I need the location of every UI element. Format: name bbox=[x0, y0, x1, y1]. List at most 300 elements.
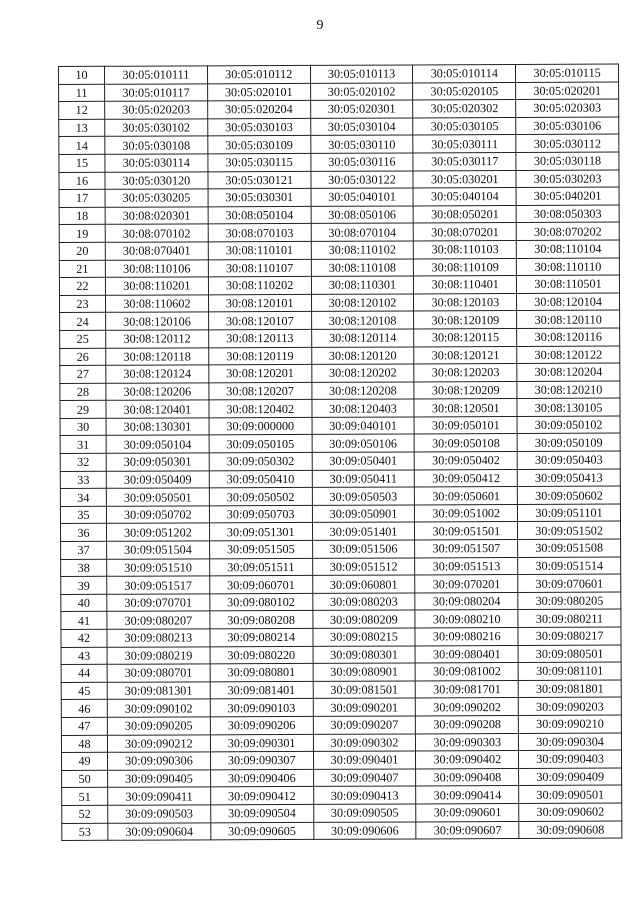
cadastral-number-cell: 30:09:080501 bbox=[518, 645, 621, 663]
row-number-cell: 31 bbox=[60, 436, 106, 454]
cadastral-number-cell: 30:05:020301 bbox=[310, 100, 413, 118]
cadastral-number-cell: 30:08:110104 bbox=[516, 240, 619, 258]
cadastral-number-cell: 30:09:050302 bbox=[209, 452, 312, 470]
table-row bbox=[60, 363, 620, 383]
table-row bbox=[60, 310, 620, 330]
table-row bbox=[61, 592, 621, 612]
cadastral-number-cell: 30:05:030205 bbox=[105, 189, 208, 207]
cadastral-number-cell: 30:08:110101 bbox=[208, 241, 311, 259]
table-row bbox=[59, 82, 619, 102]
row-number-cell: 24 bbox=[60, 313, 106, 331]
table-row bbox=[61, 750, 621, 770]
cadastral-number-cell: 30:08:120104 bbox=[517, 293, 620, 311]
cadastral-number-cell: 30:09:081002 bbox=[415, 663, 518, 681]
cadastral-number-cell: 30:05:030112 bbox=[516, 134, 619, 152]
cadastral-number-cell: 30:05:030122 bbox=[311, 171, 414, 189]
cadastral-number-cell: 30:09:080701 bbox=[107, 664, 210, 682]
cadastral-number-cell: 30:09:051514 bbox=[518, 557, 621, 575]
table-body bbox=[59, 64, 622, 841]
cadastral-number-cell: 30:08:120102 bbox=[311, 294, 414, 312]
cadastral-number-cell: 30:09:050101 bbox=[414, 416, 517, 434]
cadastral-number-cell: 30:09:080213 bbox=[107, 629, 210, 647]
cadastral-number-cell: 30:05:030111 bbox=[413, 135, 516, 153]
row-number-cell: 47 bbox=[61, 717, 107, 735]
cadastral-number-cell: 30:09:090205 bbox=[107, 717, 210, 735]
row-number-cell: 23 bbox=[60, 295, 106, 313]
cadastral-number-cell: 30:09:080203 bbox=[312, 593, 415, 611]
cadastral-number-cell: 30:05:010115 bbox=[516, 64, 619, 82]
cadastral-number-cell: 30:09:090202 bbox=[416, 698, 519, 716]
cadastral-number-cell: 30:09:080217 bbox=[518, 627, 621, 645]
row-number-cell: 43 bbox=[61, 647, 107, 665]
cadastral-number-cell: 30:05:030301 bbox=[208, 189, 311, 207]
table-row bbox=[61, 715, 621, 735]
table-row bbox=[59, 170, 619, 190]
table-row bbox=[59, 117, 619, 137]
cadastral-number-cell: 30:08:120122 bbox=[517, 346, 620, 364]
cadastral-number-cell: 30:09:080220 bbox=[210, 646, 313, 664]
table-row bbox=[61, 539, 621, 559]
cadastral-number-cell: 30:09:050502 bbox=[209, 488, 312, 506]
cadastral-number-cell: 30:08:070201 bbox=[414, 223, 517, 241]
cadastral-number-cell: 30:05:020204 bbox=[207, 101, 310, 119]
cadastral-number-cell: 30:09:090501 bbox=[519, 785, 622, 803]
table-row bbox=[61, 697, 621, 717]
row-number-cell: 10 bbox=[59, 66, 105, 84]
row-number-cell: 41 bbox=[61, 612, 107, 630]
cadastral-number-cell: 30:09:090206 bbox=[210, 716, 313, 734]
cadastral-number-cell: 30:09:080205 bbox=[518, 592, 621, 610]
cadastral-number-cell: 30:08:120110 bbox=[517, 310, 620, 328]
cadastral-number-cell: 30:05:010112 bbox=[207, 65, 310, 83]
table-row bbox=[61, 609, 621, 629]
cadastral-number-cell: 30:08:120112 bbox=[106, 330, 209, 348]
cadastral-number-cell: 30:05:030121 bbox=[208, 171, 311, 189]
cadastral-number-cell: 30:05:040104 bbox=[413, 188, 516, 206]
cadastral-number-cell: 30:08:120119 bbox=[209, 347, 312, 365]
row-number-cell: 32 bbox=[60, 453, 106, 471]
cadastral-number-cell: 30:09:090607 bbox=[416, 821, 519, 839]
page-number: 9 bbox=[316, 18, 324, 33]
cadastral-number-cell: 30:08:120118 bbox=[106, 347, 209, 365]
cadastral-number-cell: 30:08:110602 bbox=[105, 295, 208, 313]
table-row bbox=[61, 680, 621, 700]
cadastral-number-cell: 30:05:030102 bbox=[105, 119, 208, 137]
row-number-cell: 36 bbox=[60, 524, 106, 542]
cadastral-number-cell: 30:08:110501 bbox=[517, 275, 620, 293]
cadastral-number-cell: 30:05:020302 bbox=[413, 100, 516, 118]
cadastral-number-cell: 30:08:120203 bbox=[414, 364, 517, 382]
table-row bbox=[59, 275, 619, 295]
cadastral-number-cell: 30:05:010113 bbox=[310, 65, 413, 83]
row-number-cell: 39 bbox=[61, 577, 107, 595]
cadastral-number-cell: 30:09:050106 bbox=[312, 434, 415, 452]
cadastral-number-cell: 30:08:110401 bbox=[414, 276, 517, 294]
cadastral-number-cell: 30:05:030201 bbox=[413, 170, 516, 188]
cadastral-number-cell: 30:09:051505 bbox=[209, 540, 312, 558]
cadastral-number-cell: 30:09:090408 bbox=[416, 768, 519, 786]
cadastral-number-cell: 30:08:050201 bbox=[414, 205, 517, 223]
cadastral-number-cell: 30:08:050104 bbox=[208, 206, 311, 224]
cadastral-number-cell: 30:09:080208 bbox=[210, 611, 313, 629]
cadastral-number-cell: 30:05:030114 bbox=[105, 154, 208, 172]
cadastral-number-cell: 30:09:080901 bbox=[313, 663, 416, 681]
cadastral-number-cell: 30:08:110110 bbox=[517, 258, 620, 276]
cadastral-number-cell: 30:09:051517 bbox=[107, 576, 210, 594]
table-row bbox=[62, 821, 622, 841]
row-number-cell: 42 bbox=[61, 629, 107, 647]
cadastral-number-cell: 30:08:110103 bbox=[414, 240, 517, 258]
cadastral-number-cell: 30:09:080209 bbox=[312, 610, 415, 628]
cadastral-number-cell: 30:08:130301 bbox=[106, 418, 209, 436]
cadastral-number-cell: 30:08:120101 bbox=[208, 294, 311, 312]
cadastral-number-cell: 30:08:110109 bbox=[414, 258, 517, 276]
row-number-cell: 11 bbox=[59, 84, 105, 102]
cadastral-number-cell: 30:05:020201 bbox=[516, 82, 619, 100]
cadastral-number-cell: 30:08:050106 bbox=[311, 206, 414, 224]
cadastral-number-cell: 30:08:070102 bbox=[105, 224, 208, 242]
table-row bbox=[59, 187, 619, 207]
cadastral-number-cell: 30:05:030104 bbox=[310, 118, 413, 136]
table-row bbox=[59, 152, 619, 172]
cadastral-number-cell: 30:09:090411 bbox=[108, 787, 211, 805]
cadastral-number-cell: 30:08:120116 bbox=[517, 328, 620, 346]
row-number-cell: 44 bbox=[61, 664, 107, 682]
table-row bbox=[59, 134, 619, 154]
cadastral-number-cell: 30:08:120401 bbox=[106, 400, 209, 418]
cadastral-number-cell: 30:09:080219 bbox=[107, 646, 210, 664]
cadastral-number-cell: 30:08:050303 bbox=[516, 205, 619, 223]
cadastral-number-cell: 30:05:030106 bbox=[516, 117, 619, 135]
cadastral-number-cell: 30:08:120120 bbox=[311, 346, 414, 364]
cadastral-number-cell: 30:05:030108 bbox=[105, 136, 208, 154]
cadastral-number-cell: 30:09:050702 bbox=[106, 506, 209, 524]
row-number-cell: 19 bbox=[59, 225, 105, 243]
row-number-cell: 37 bbox=[61, 541, 107, 559]
row-number-cell: 40 bbox=[61, 594, 107, 612]
cadastral-number-cell: 30:08:120208 bbox=[311, 382, 414, 400]
table-row bbox=[62, 803, 622, 823]
cadastral-number-cell: 30:09:051507 bbox=[415, 540, 518, 558]
table-row bbox=[60, 416, 620, 436]
cadastral-number-cell: 30:09:060701 bbox=[210, 576, 313, 594]
cadastral-number-cell: 30:09:090201 bbox=[313, 698, 416, 716]
cadastral-number-cell: 30:09:050601 bbox=[415, 487, 518, 505]
row-number-cell: 14 bbox=[59, 137, 105, 155]
cadastral-number-cell: 30:05:030110 bbox=[310, 135, 413, 153]
cadastral-number-cell: 30:05:030117 bbox=[413, 152, 516, 170]
row-number-cell: 21 bbox=[59, 260, 105, 278]
cadastral-number-cell: 30:09:090303 bbox=[416, 733, 519, 751]
cadastral-number-cell: 30:09:050402 bbox=[415, 452, 518, 470]
cadastral-number-cell: 30:09:090302 bbox=[313, 734, 416, 752]
cadastral-quarter-table bbox=[58, 64, 622, 842]
cadastral-number-cell: 30:09:080216 bbox=[415, 627, 518, 645]
cadastral-number-cell: 30:09:080211 bbox=[518, 609, 621, 627]
cadastral-number-cell: 30:09:081101 bbox=[518, 662, 621, 680]
cadastral-number-cell: 30:09:081401 bbox=[210, 681, 313, 699]
row-number-cell: 15 bbox=[59, 154, 105, 172]
cadastral-number-cell: 30:09:090605 bbox=[211, 822, 314, 840]
cadastral-number-cell: 30:05:020303 bbox=[516, 99, 619, 117]
cadastral-number-cell: 30:09:090608 bbox=[519, 821, 622, 839]
cadastral-number-cell: 30:08:070103 bbox=[208, 224, 311, 242]
cadastral-number-cell: 30:09:090402 bbox=[416, 751, 519, 769]
cadastral-number-cell: 30:09:050411 bbox=[312, 470, 415, 488]
cadastral-number-cell: 30:09:080301 bbox=[313, 646, 416, 664]
table-row bbox=[61, 662, 621, 682]
cadastral-number-cell: 30:09:090405 bbox=[108, 770, 211, 788]
cadastral-number-cell: 30:09:070601 bbox=[518, 574, 621, 592]
cadastral-number-cell: 30:05:030105 bbox=[413, 117, 516, 135]
row-number-cell: 25 bbox=[60, 330, 106, 348]
cadastral-number-cell: 30:09:080215 bbox=[313, 628, 416, 646]
cadastral-number-cell: 30:08:120106 bbox=[106, 312, 209, 330]
row-number-cell: 16 bbox=[59, 172, 105, 190]
cadastral-number-cell: 30:09:051101 bbox=[518, 504, 621, 522]
cadastral-number-cell: 30:09:090102 bbox=[107, 699, 210, 717]
table-row bbox=[60, 451, 620, 471]
row-number-cell: 33 bbox=[60, 471, 106, 489]
table-row bbox=[59, 222, 619, 242]
table-row bbox=[61, 733, 621, 753]
row-number-cell: 29 bbox=[60, 401, 106, 419]
cadastral-number-cell: 30:08:110202 bbox=[208, 277, 311, 295]
table-row bbox=[60, 381, 620, 401]
cadastral-number-cell: 30:08:120501 bbox=[414, 399, 517, 417]
cadastral-number-cell: 30:09:080801 bbox=[210, 664, 313, 682]
cadastral-number-cell: 30:08:120103 bbox=[414, 293, 517, 311]
table-row bbox=[60, 328, 620, 348]
row-number-cell: 27 bbox=[60, 365, 106, 383]
cadastral-number-cell: 30:09:090304 bbox=[519, 733, 622, 751]
cadastral-number-cell: 30:09:081701 bbox=[416, 680, 519, 698]
cadastral-number-cell: 30:05:020102 bbox=[310, 83, 413, 101]
cadastral-number-cell: 30:09:050901 bbox=[312, 505, 415, 523]
cadastral-number-cell: 30:08:120121 bbox=[414, 346, 517, 364]
row-number-cell: 52 bbox=[62, 805, 108, 823]
cadastral-number-cell: 30:09:050403 bbox=[517, 451, 620, 469]
cadastral-number-cell: 30:05:010111 bbox=[105, 66, 208, 84]
cadastral-number-cell: 30:05:030118 bbox=[516, 152, 619, 170]
cadastral-number-cell: 30:08:120403 bbox=[312, 399, 415, 417]
cadastral-number-cell: 30:09:081801 bbox=[518, 680, 621, 698]
cadastral-number-cell: 30:09:051501 bbox=[415, 522, 518, 540]
cadastral-number-cell: 30:09:080207 bbox=[107, 611, 210, 629]
cadastral-number-cell: 30:08:120114 bbox=[311, 329, 414, 347]
cadastral-number-cell: 30:09:080102 bbox=[210, 593, 313, 611]
cadastral-number-cell: 30:08:110107 bbox=[208, 259, 311, 277]
cadastral-number-cell: 30:05:030120 bbox=[105, 171, 208, 189]
cadastral-number-cell: 30:09:090413 bbox=[313, 786, 416, 804]
cadastral-number-cell: 30:09:090301 bbox=[210, 734, 313, 752]
table-row bbox=[61, 627, 621, 647]
cadastral-number-cell: 30:09:090604 bbox=[108, 822, 211, 840]
cadastral-number-cell: 30:09:090601 bbox=[416, 803, 519, 821]
cadastral-number-cell: 30:08:070202 bbox=[516, 222, 619, 240]
cadastral-number-cell: 30:09:090207 bbox=[313, 716, 416, 734]
cadastral-number-cell: 30:08:070104 bbox=[311, 223, 414, 241]
row-number-cell: 45 bbox=[61, 682, 107, 700]
cadastral-number-cell: 30:08:120124 bbox=[106, 365, 209, 383]
cadastral-number-cell: 30:09:090203 bbox=[518, 697, 621, 715]
cadastral-number-cell: 30:09:050109 bbox=[517, 434, 620, 452]
cadastral-number-cell: 30:08:120207 bbox=[209, 382, 312, 400]
row-number-cell: 26 bbox=[60, 348, 106, 366]
cadastral-number-cell: 30:05:030109 bbox=[208, 136, 311, 154]
table-row bbox=[59, 205, 619, 225]
cadastral-number-cell: 30:09:051202 bbox=[106, 523, 209, 541]
cadastral-number-cell: 30:09:050401 bbox=[312, 452, 415, 470]
cadastral-number-cell: 30:05:010117 bbox=[105, 83, 208, 101]
cadastral-number-cell: 30:09:051002 bbox=[415, 504, 518, 522]
row-number-cell: 18 bbox=[59, 207, 105, 225]
cadastral-number-cell: 30:09:080401 bbox=[415, 645, 518, 663]
table-row bbox=[60, 346, 620, 366]
cadastral-number-cell: 30:09:000000 bbox=[209, 417, 312, 435]
cadastral-number-cell: 30:09:050703 bbox=[209, 505, 312, 523]
cadastral-number-cell: 30:09:070201 bbox=[415, 575, 518, 593]
table-row bbox=[59, 258, 619, 278]
table-row bbox=[60, 504, 620, 524]
row-number-cell: 28 bbox=[60, 383, 106, 401]
cadastral-number-cell: 30:09:051511 bbox=[209, 558, 312, 576]
cadastral-number-cell: 30:08:120115 bbox=[414, 328, 517, 346]
cadastral-number-cell: 30:08:120402 bbox=[209, 400, 312, 418]
cadastral-number-cell: 30:09:050503 bbox=[312, 487, 415, 505]
cadastral-number-cell: 30:09:090103 bbox=[210, 699, 313, 717]
cadastral-number-cell: 30:09:050301 bbox=[106, 453, 209, 471]
table-row bbox=[60, 486, 620, 506]
cadastral-number-cell: 30:09:090401 bbox=[313, 751, 416, 769]
table-row bbox=[62, 785, 622, 805]
row-number-cell: 30 bbox=[60, 418, 106, 436]
cadastral-number-cell: 30:08:120108 bbox=[311, 311, 414, 329]
table-row bbox=[60, 398, 620, 418]
cadastral-number-cell: 30:09:050410 bbox=[209, 470, 312, 488]
cadastral-number-cell: 30:05:020203 bbox=[105, 101, 208, 119]
cadastral-number-cell: 30:09:080204 bbox=[415, 592, 518, 610]
cadastral-number-cell: 30:09:090406 bbox=[210, 769, 313, 787]
cadastral-number-cell: 30:09:051504 bbox=[107, 541, 210, 559]
cadastral-number-cell: 30:09:090606 bbox=[313, 821, 416, 839]
cadastral-number-cell: 30:05:030103 bbox=[208, 118, 311, 136]
table-row bbox=[60, 293, 620, 313]
cadastral-number-cell: 30:09:050413 bbox=[517, 469, 620, 487]
cadastral-number-cell: 30:09:070701 bbox=[107, 594, 210, 612]
cadastral-number-cell: 30:08:120113 bbox=[208, 329, 311, 347]
cadastral-number-cell: 30:09:051502 bbox=[518, 521, 621, 539]
cadastral-number-cell: 30:09:090504 bbox=[211, 804, 314, 822]
table-row bbox=[60, 434, 620, 454]
row-number-cell: 38 bbox=[61, 559, 107, 577]
cadastral-number-cell: 30:08:120107 bbox=[208, 312, 311, 330]
cadastral-number-cell: 30:09:050102 bbox=[517, 416, 620, 434]
cadastral-number-cell: 30:05:020105 bbox=[413, 82, 516, 100]
cadastral-number-cell: 30:09:090208 bbox=[416, 715, 519, 733]
cadastral-number-cell: 30:08:120109 bbox=[414, 311, 517, 329]
cadastral-number-cell: 30:08:070401 bbox=[105, 242, 208, 260]
cadastral-number-cell: 30:08:110301 bbox=[311, 276, 414, 294]
cadastral-number-cell: 30:08:120204 bbox=[517, 363, 620, 381]
cadastral-number-cell: 30:08:120209 bbox=[414, 381, 517, 399]
cadastral-number-cell: 30:09:090409 bbox=[519, 768, 622, 786]
row-number-cell: 51 bbox=[62, 788, 108, 806]
cadastral-number-cell: 30:09:090306 bbox=[107, 752, 210, 770]
row-number-cell: 53 bbox=[62, 823, 108, 841]
cadastral-number-cell: 30:05:030116 bbox=[310, 153, 413, 171]
cadastral-number-cell: 30:09:090307 bbox=[210, 752, 313, 770]
cadastral-number-cell: 30:08:130105 bbox=[517, 398, 620, 416]
cadastral-number-cell: 30:09:090412 bbox=[210, 787, 313, 805]
table-row bbox=[61, 574, 621, 594]
cadastral-number-cell: 30:08:110108 bbox=[311, 258, 414, 276]
cadastral-number-cell: 30:09:090403 bbox=[519, 750, 622, 768]
cadastral-number-cell: 30:05:040201 bbox=[516, 187, 619, 205]
cadastral-number-cell: 30:05:030115 bbox=[208, 153, 311, 171]
cadastral-number-cell: 30:09:081301 bbox=[107, 682, 210, 700]
cadastral-number-cell: 30:09:090210 bbox=[519, 715, 622, 733]
row-number-cell: 49 bbox=[61, 752, 107, 770]
cadastral-number-cell: 30:09:090503 bbox=[108, 805, 211, 823]
cadastral-number-cell: 30:09:051510 bbox=[107, 558, 210, 576]
cadastral-number-cell: 30:08:120201 bbox=[209, 364, 312, 382]
row-number-cell: 20 bbox=[59, 242, 105, 260]
cadastral-number-cell: 30:09:050602 bbox=[518, 486, 621, 504]
cadastral-number-cell: 30:09:080210 bbox=[415, 610, 518, 628]
row-number-cell: 46 bbox=[61, 700, 107, 718]
cadastral-number-cell: 30:09:060801 bbox=[312, 575, 415, 593]
row-number-cell: 48 bbox=[61, 735, 107, 753]
cadastral-number-cell: 30:05:020101 bbox=[207, 83, 310, 101]
table-row bbox=[62, 768, 622, 788]
cadastral-number-cell: 30:09:090407 bbox=[313, 769, 416, 787]
cadastral-number-cell: 30:09:051513 bbox=[415, 557, 518, 575]
row-number-cell: 34 bbox=[60, 489, 106, 507]
cadastral-number-cell: 30:09:050104 bbox=[106, 435, 209, 453]
cadastral-number-cell: 30:09:080214 bbox=[210, 628, 313, 646]
cadastral-number-cell: 30:09:051508 bbox=[518, 539, 621, 557]
row-number-cell: 17 bbox=[59, 189, 105, 207]
cadastral-number-cell: 30:08:020301 bbox=[105, 207, 208, 225]
cadastral-number-cell: 30:09:051301 bbox=[209, 523, 312, 541]
cadastral-number-cell: 30:08:120210 bbox=[517, 381, 620, 399]
cadastral-number-cell: 30:09:090602 bbox=[519, 803, 622, 821]
row-number-cell: 22 bbox=[59, 277, 105, 295]
cadastral-number-cell: 30:09:051512 bbox=[312, 558, 415, 576]
table-row bbox=[61, 557, 621, 577]
cadastral-number-cell: 30:08:110201 bbox=[105, 277, 208, 295]
cadastral-number-cell: 30:08:110106 bbox=[105, 259, 208, 277]
table-row bbox=[59, 64, 619, 84]
cadastral-number-cell: 30:09:081501 bbox=[313, 681, 416, 699]
cadastral-number-cell: 30:09:050108 bbox=[415, 434, 518, 452]
row-number-cell: 50 bbox=[62, 770, 108, 788]
cadastral-number-cell: 30:08:120206 bbox=[106, 383, 209, 401]
table-row bbox=[59, 99, 619, 119]
cadastral-number-cell: 30:09:090212 bbox=[107, 734, 210, 752]
table-row bbox=[60, 521, 620, 541]
cadastral-number-cell: 30:09:051506 bbox=[312, 540, 415, 558]
cadastral-number-cell: 30:05:010114 bbox=[413, 65, 516, 83]
cadastral-number-cell: 30:09:050105 bbox=[209, 435, 312, 453]
cadastral-number-cell: 30:09:051401 bbox=[312, 522, 415, 540]
cadastral-number-cell: 30:08:110102 bbox=[311, 241, 414, 259]
table-row bbox=[61, 645, 621, 665]
table-row bbox=[59, 240, 619, 260]
row-number-cell: 13 bbox=[59, 119, 105, 137]
cadastral-number-cell: 30:05:040101 bbox=[311, 188, 414, 206]
